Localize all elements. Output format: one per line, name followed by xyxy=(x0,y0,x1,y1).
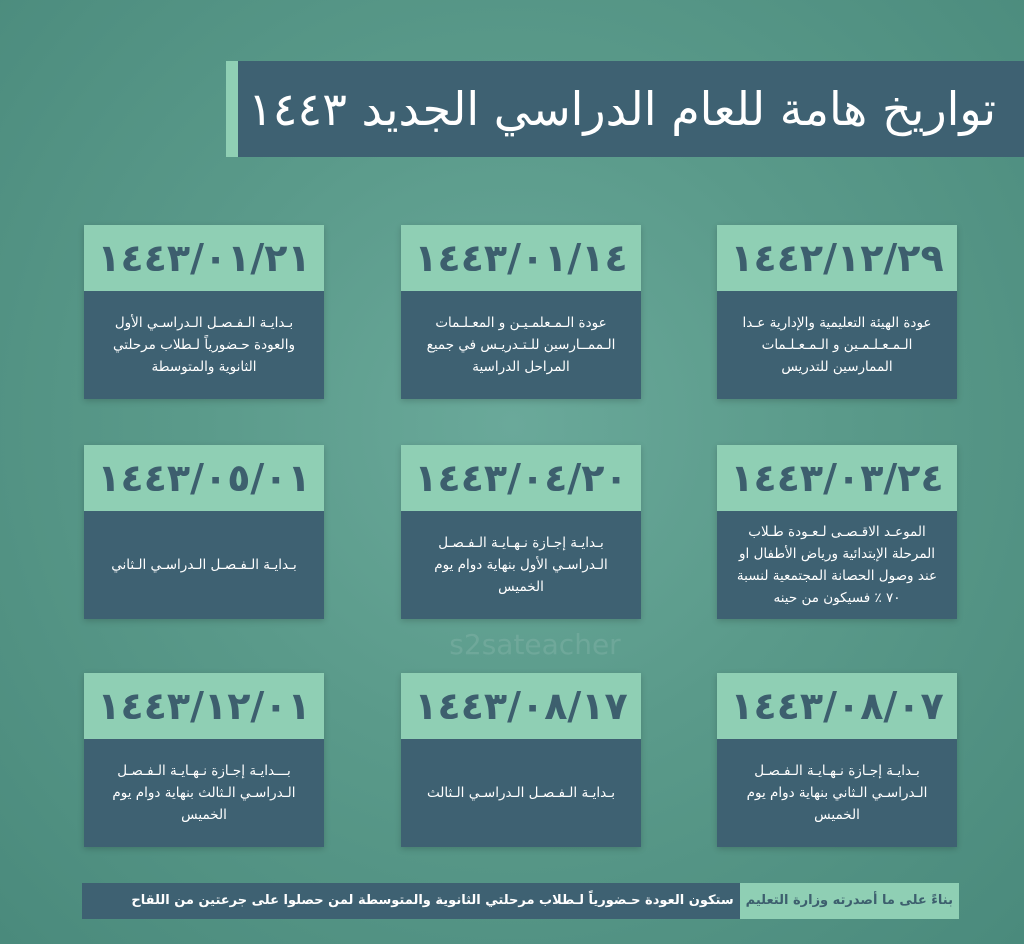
page-title: تواريخ هامة للعام الدراسي الجديد ١٤٤٣ xyxy=(248,82,996,136)
card-description: بـدايـة إجـازة نـهـايـة الـفـصـل الـدراسـي الأول بنهاية دوام يوم الخميس xyxy=(434,535,608,595)
card-date: ١٤٤٣/٠١/١٤ xyxy=(401,225,641,291)
footer-body-text: ستكون العودة حـضورياً لـطلاب مرحلتي الثانوية والمتوسطة لمن حصلوا على جرعتين من اللقاح xyxy=(131,893,734,908)
date-card-2 xyxy=(401,225,641,399)
card-description: بـــدايـة إجـازة نـهـايـة الـفـصـل الـدراسـي الـثالث بنهاية دوام يوم الخميس xyxy=(112,763,296,823)
date-card-8 xyxy=(401,673,641,847)
card-date: ١٤٤٣/٠٥/٠١ xyxy=(84,445,324,511)
watermark: s2sateacher xyxy=(449,628,621,661)
card-description: عودة الـمـعلمـيـن و المعـلـمات الـممــارسين للـتـدريـس في جميع المراحل الدراسية xyxy=(426,315,616,375)
footer-note xyxy=(82,883,959,919)
card-date: ١٤٤٢/١٢/٢٩ xyxy=(717,225,957,291)
card-description: الموعـد الاقـصـى لـعـودة طـلاب المرحلة الإبتدائية ورياض الأطفال او عند وصول الحصانة المجتمعية لنسبة ٧٠ ٪ فسيكون من حينه xyxy=(736,524,938,606)
card-date: ١٤٤٣/٠٤/٢٠ xyxy=(401,445,641,511)
card-date: ١٤٤٣/٠٣/٢٤ xyxy=(717,445,957,511)
date-card-7 xyxy=(717,673,957,847)
card-description: بـدايـة الـفـصـل الـدراسـي الأول والعودة حـضورياً لـطلاب مرحلتي الثانوية والمتوسطة xyxy=(113,315,295,375)
card-description: عودة الهيئة التعليمية والإدارية عـدا الـمـعـلـمـين و الـمـعـلـمات الممارسين للتدريس xyxy=(742,315,932,375)
title-banner xyxy=(226,61,1024,157)
card-description: بـدايـة الـفـصـل الـدراسـي الـثالث xyxy=(427,785,615,801)
card-date: ١٤٤٣/٠١/٢١ xyxy=(84,225,324,291)
card-description: بـدايـة الـفـصـل الـدراسـي الـثاني xyxy=(111,557,297,573)
date-card-4 xyxy=(717,445,957,619)
footer-lead-text: بناءً على ما أصدرته وزارة التعليم xyxy=(740,883,959,919)
card-date: ١٤٤٣/٠٨/١٧ xyxy=(401,673,641,739)
card-date: ١٤٤٣/١٢/٠١ xyxy=(84,673,324,739)
date-card-1 xyxy=(717,225,957,399)
date-card-5 xyxy=(401,445,641,619)
date-card-3 xyxy=(84,225,324,399)
card-date: ١٤٤٣/٠٨/٠٧ xyxy=(717,673,957,739)
card-description: بـدايـة إجـازة نـهـايـة الـفـصـل الـدراسـي الـثاني بنهاية دوام يوم الخميس xyxy=(746,763,928,823)
date-card-6 xyxy=(84,445,324,619)
title-accent-strip xyxy=(226,61,238,157)
date-card-9 xyxy=(84,673,324,847)
